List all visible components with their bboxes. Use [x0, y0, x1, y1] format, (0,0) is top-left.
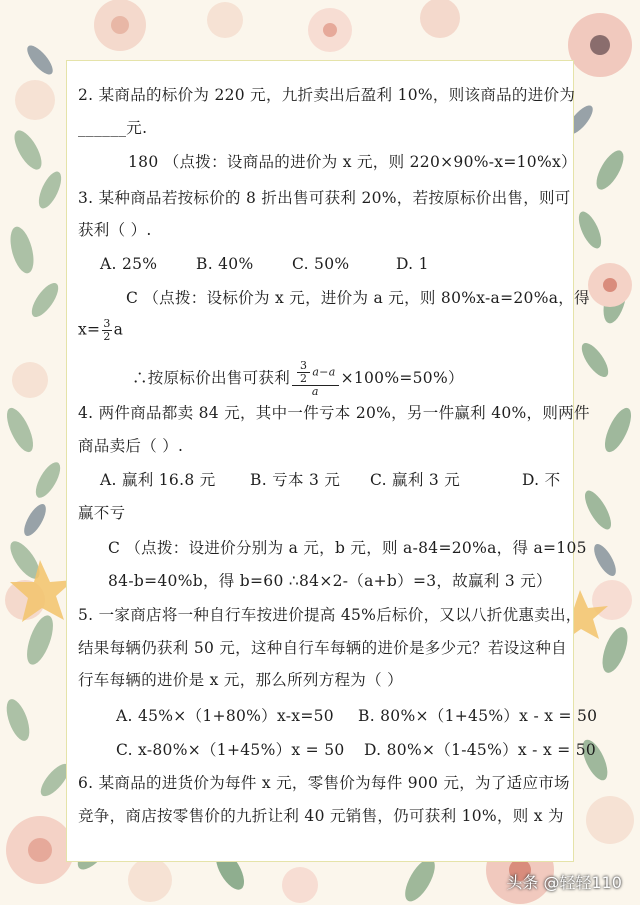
q5-line2: 结果每辆仍获利 50 元，这种自行车每辆的进价是多少元？若设这种自	[78, 639, 567, 657]
q3-hint3-suffix: ×100%=50%）	[340, 369, 464, 387]
q3-hint2-prefix: x=	[78, 320, 101, 339]
q3-hint2-fraction	[102, 318, 111, 343]
q6-line1: 6. 某商品的进货价为每件 x 元，零售价为每件 900 元，为了适应市场	[78, 774, 570, 792]
fraction-numerator	[292, 360, 339, 386]
q3-line2: 获利（ ）.	[78, 221, 152, 239]
q3-hint3	[132, 360, 464, 398]
q3-hint2-suffix: a	[113, 320, 124, 339]
q4-option-c: C. 赢利 3 元	[370, 471, 461, 489]
q3-hint3-prefix: ∴按原标价出售可获利	[132, 369, 291, 387]
q6-line2: 竞争，商店按零售价的九折让利 40 元销售，仍可获利 10%，则 x 为	[78, 807, 564, 825]
q3-hint1: C （点拨：设标价为 x 元，进价为 a 元，则 80%x-a=20%a，得	[126, 289, 590, 307]
fraction-denominator	[292, 386, 339, 398]
inner-fraction	[297, 360, 310, 385]
q5-option-a: A. 45%×（1+80%）x-x=50	[116, 707, 334, 725]
q5-option-c: C. x-80%×（1+45%）x = 50	[116, 741, 345, 759]
q4-hint1: C （点拨：设进价分别为 a 元，b 元，则 a-84=20%a，得 a=105	[108, 539, 587, 557]
q3-hint3-fraction	[292, 360, 339, 398]
q3-option-b: B. 40%	[196, 255, 254, 273]
q5-option-b: B. 80%×（1+45%）x - x = 50	[358, 707, 598, 725]
q5-line3: 行车每辆的进价是 x 元，那么所列方程为（ ）	[78, 671, 403, 689]
denominator-text: a	[311, 385, 319, 398]
q3-line1: 3. 某种商品若按标价的 8 折出售可获利 20%，若按原标价出售，则可	[78, 189, 571, 207]
inner-denominator: 2	[300, 372, 308, 385]
q5-line1: 5. 一家商店将一种自行车按进价提高 45%后标价，又以八折优惠卖出，	[78, 606, 582, 624]
q2-line2: ______元.	[78, 119, 148, 137]
q2-hint: 180 （点拨：设商品的进价为 x 元，则 220×90%-x=10%x）	[128, 153, 577, 171]
q5-option-d: D. 80%×（1-45%）x - x = 50	[364, 741, 597, 759]
q4-line1: 4. 两件商品都卖 84 元，其中一件亏本 20%，另一件赢利 40%，则两件	[78, 404, 590, 422]
q4-line2: 商品卖后（ ）.	[78, 437, 184, 455]
q2-line1: 2. 某商品的标价为 220 元，九折卖出后盈利 10%，则该商品的进价为	[78, 86, 576, 104]
q3-option-d: D. 1	[396, 255, 429, 273]
q3-option-c: C. 50%	[292, 255, 350, 273]
numerator-rest: a−a	[312, 365, 336, 379]
inner-numerator: 3	[297, 360, 310, 373]
q4-option-b: B. 亏本 3 元	[250, 471, 341, 489]
fraction-denominator: 2	[103, 330, 111, 343]
watermark: 头条 @轻轻110	[506, 873, 622, 892]
q3-hint2	[78, 318, 123, 343]
fraction-numerator: 3	[103, 317, 111, 330]
q4-option-d: D. 不	[522, 471, 561, 489]
q4-hint2: 84-b=40%b，得 b=60 ∴84×2-（a+b）=3，故赢利 3 元）	[108, 572, 552, 590]
q3-option-a: A. 25%	[100, 255, 158, 273]
q4-line3: 赢不亏	[78, 504, 126, 522]
q4-option-a: A. 赢利 16.8 元	[100, 471, 216, 489]
